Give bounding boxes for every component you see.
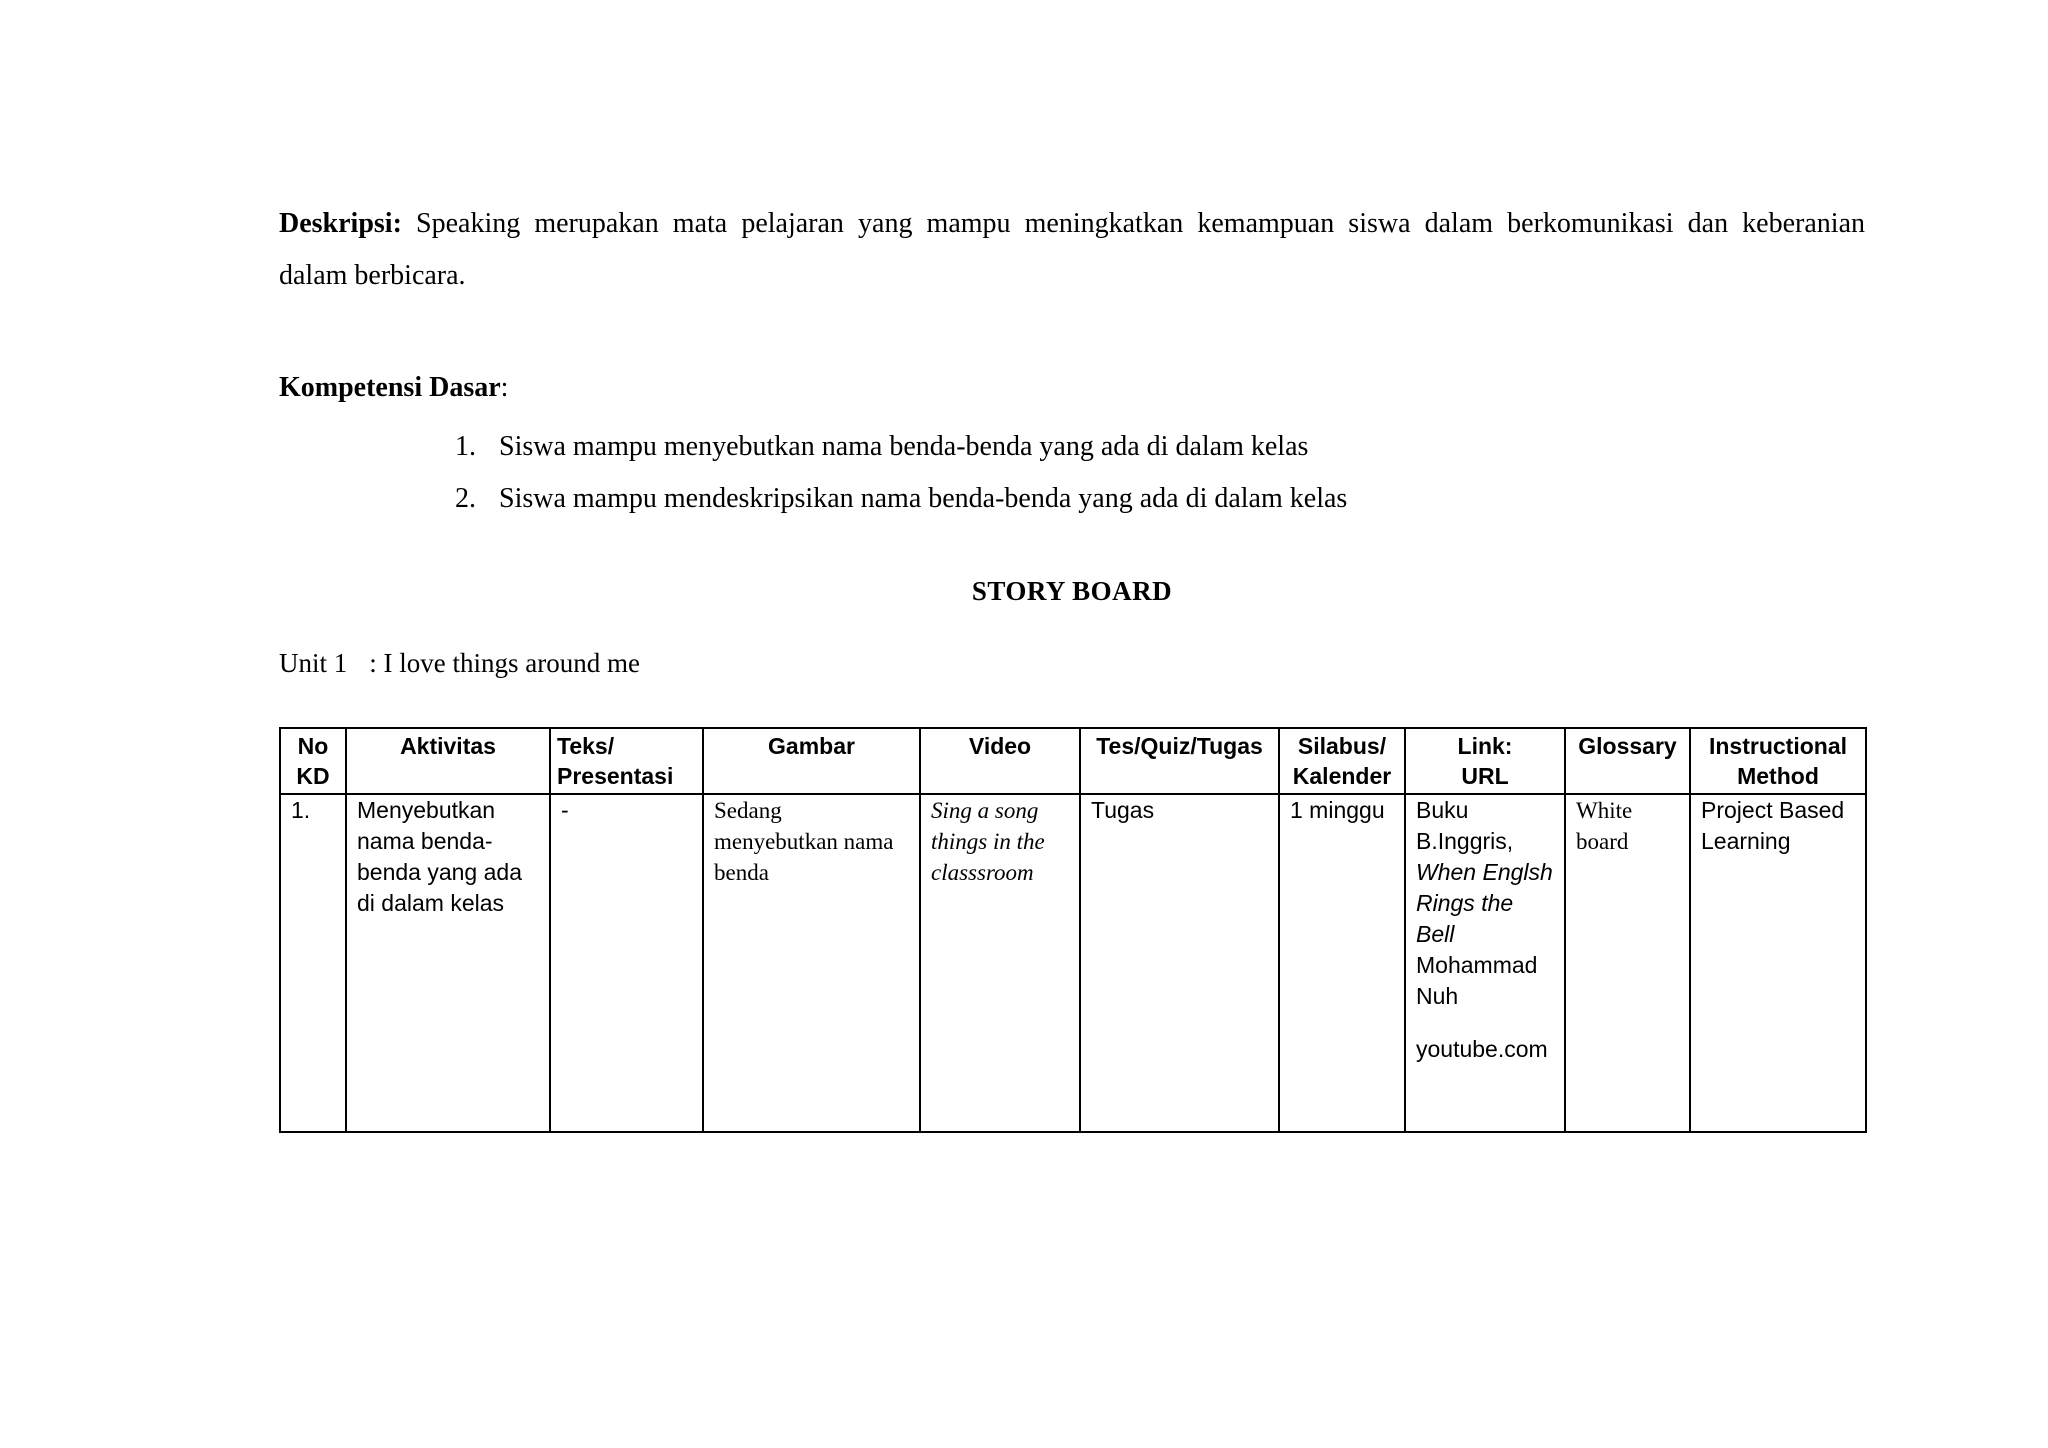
header-teks-presentasi: Teks/ Presentasi: [550, 728, 703, 794]
table-header-row: [280, 728, 1866, 794]
link-line-1: Buku: [1416, 797, 1469, 823]
cell-tes: Tugas: [1080, 794, 1279, 1132]
cell-no: 1.: [280, 794, 346, 1132]
description-text-2: dalam berbicara.: [279, 260, 466, 291]
header-aktivitas: Aktivitas: [346, 728, 550, 794]
header-video: Video: [920, 728, 1080, 794]
competency-number: 2.: [455, 483, 476, 514]
competency-item: [455, 425, 1347, 477]
cell-gambar: Sedang menyebutkan nama benda: [703, 794, 920, 1132]
storyboard-title: STORY BOARD: [971, 576, 1173, 606]
cell-teks: -: [550, 794, 703, 1132]
cell-link: [1405, 794, 1565, 1132]
competency-text: Siswa mampu mendeskripsikan nama benda-benda yang ada di dalam kelas: [499, 483, 1348, 514]
header-glossary: Glossary: [1565, 728, 1690, 794]
unit-separator: :: [369, 648, 377, 678]
link-url: youtube.com: [1416, 1036, 1548, 1062]
header-gambar: Gambar: [703, 728, 920, 794]
competency-colon: :: [500, 372, 509, 403]
header-tes-quiz-tugas: Tes/Quiz/Tugas: [1080, 728, 1279, 794]
storyboard-table: [279, 727, 1867, 1133]
cell-video: Sing a song things in the classsroom: [920, 794, 1080, 1132]
competency-list: [455, 425, 1347, 529]
competency-label: Kompetensi Dasar: [279, 372, 501, 403]
competency-text: Siswa mampu menyebutkan nama benda-benda yang ada di dalam kelas: [499, 431, 1309, 462]
header-silabus-kalender: Silabus/ Kalender: [1279, 728, 1405, 794]
competency-item: [455, 477, 1347, 529]
competency-heading: [279, 372, 508, 404]
header-no-kd: No KD: [280, 728, 346, 794]
unit-line: [279, 648, 640, 679]
description-line-1: [279, 198, 1865, 250]
competency-number: 1.: [455, 431, 476, 462]
book-title: When Englsh Rings the Bell: [1416, 859, 1553, 947]
cell-aktivitas: Menyebutkan nama benda-benda yang ada di dalam kelas: [346, 794, 550, 1132]
description-paragraph: [279, 198, 1865, 302]
table-row: [280, 794, 1866, 1132]
description-label: Deskripsi:: [279, 208, 402, 239]
description-text-1: Speaking merupakan mata pelajaran yang mampu meningkatkan kemampuan siswa dalam berkomunikasi dan keberanian: [416, 208, 1865, 239]
unit-label: Unit 1: [279, 648, 348, 678]
cell-method: Project Based Learning: [1690, 794, 1866, 1132]
unit-title: I love things around me: [383, 648, 640, 678]
cell-silabus: 1 minggu: [1279, 794, 1405, 1132]
book-author: Mohammad Nuh: [1416, 952, 1538, 1009]
link-line-2: B.Inggris,: [1416, 828, 1514, 854]
header-instructional-method: Instructional Method: [1690, 728, 1866, 794]
header-link-url: Link: URL: [1405, 728, 1565, 794]
cell-glossary: White board: [1565, 794, 1690, 1132]
